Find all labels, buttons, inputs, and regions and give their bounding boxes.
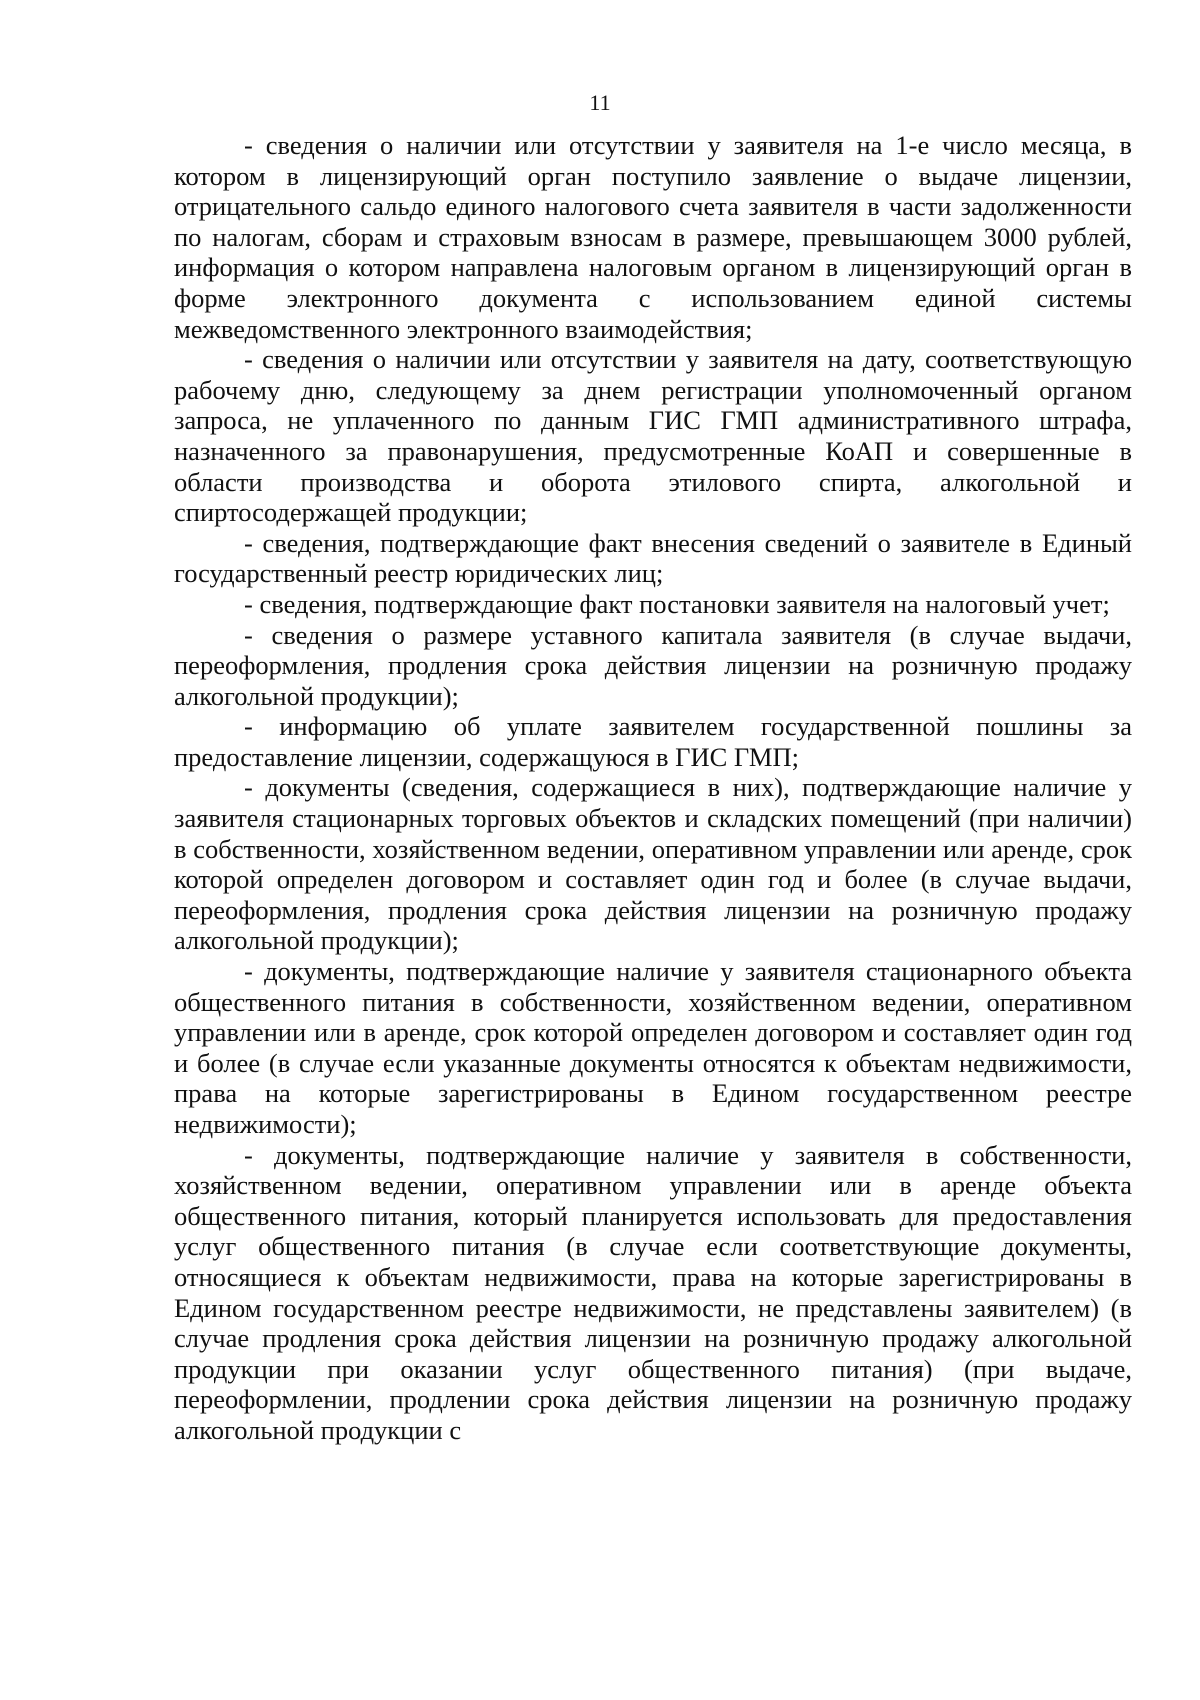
document-body — [174, 130, 1132, 1446]
paragraph-catering-services: - документы, подтверждающие наличие у заявителя в собственности, хозяйственном ведении, оперативном управлении или в аренде объекта общественного питания, который планируется использовать для предоставления услуг общественного питания (в случае если соответствующие документы, относящиеся к объектам недвижимости, права на которые зарегистрированы в Едином государственном реестре недвижимости, не представлены заявителем) (в случае продления срока действия лицензии на розничную продажу алкогольной продукции при оказании услуг общественного питания) (при выдаче, переоформлении, продлении срока действия лицензии на розничную продажу алкогольной продукции с — [174, 1139, 1132, 1445]
paragraph-legal-entities-register: - сведения, подтверждающие факт внесения сведений о заявителе в Единый государственный реестр юридических лиц; — [174, 527, 1132, 589]
paragraph-tax-balance: - сведения о наличии или отсутствии у заявителя на 1-е число месяца, в котором в лицензирующий орган поступило заявление о выдаче лицензии, отрицательного сальдо единого налогового счета заявителя в части задолженности по налогам, сборам и страховым взносам в размере, превышающем 3000 рублей, информация о котором направлена налоговым органом в лицензирующий орган в форме электронного документа с использованием единой системы межведомственного электронного взаимодействия; — [174, 130, 1132, 344]
paragraph-state-duty: - информацию об уплате заявителем государственной пошлины за предоставление лицензии, содержащуюся в ГИС ГМП; — [174, 711, 1132, 772]
paragraph-catering-object: - документы, подтверждающие наличие у заявителя стационарного объекта общественного питания в собственности, хозяйственном ведении, оперативном управлении или в аренде, срок которой определен договором и составляет один год и более (в случае если указанные документы относятся к объектам недвижимости, права на которые зарегистрированы в Едином государственном реестре недвижимости); — [174, 956, 1132, 1139]
paragraph-administrative-fine: - сведения о наличии или отсутствии у заявителя на дату, соответствующую рабочему дню, следующему за днем регистрации уполномоченный органом запроса, не уплаченного по данным ГИС ГМП административного штрафа, назначенного за правонарушения, предусмотренные КоАП и совершенные в области производства и оборота этилового спирта, алкогольной и спиртосодержащей продукции; — [174, 344, 1132, 528]
page-number: 11 — [589, 90, 611, 115]
paragraph-tax-registration: - сведения, подтверждающие факт постановки заявителя на налоговый учет; — [244, 588, 1110, 619]
paragraph-trade-objects: - документы (сведения, содержащиеся в них), подтверждающие наличие у заявителя стационарных торговых объектов и складских помещений (при наличии) в собственности, хозяйственном ведении, оперативном управлении или аренде, срок которой определен договором и составляет один год и более (в случае выдачи, переоформления, продления срока действия лицензии на розничную продажу алкогольной продукции); — [174, 772, 1132, 956]
paragraph-authorized-capital: - сведения о размере уставного капитала заявителя (в случае выдачи, переоформления, продления срока действия лицензии на розничную продажу алкогольной продукции); — [174, 619, 1132, 711]
